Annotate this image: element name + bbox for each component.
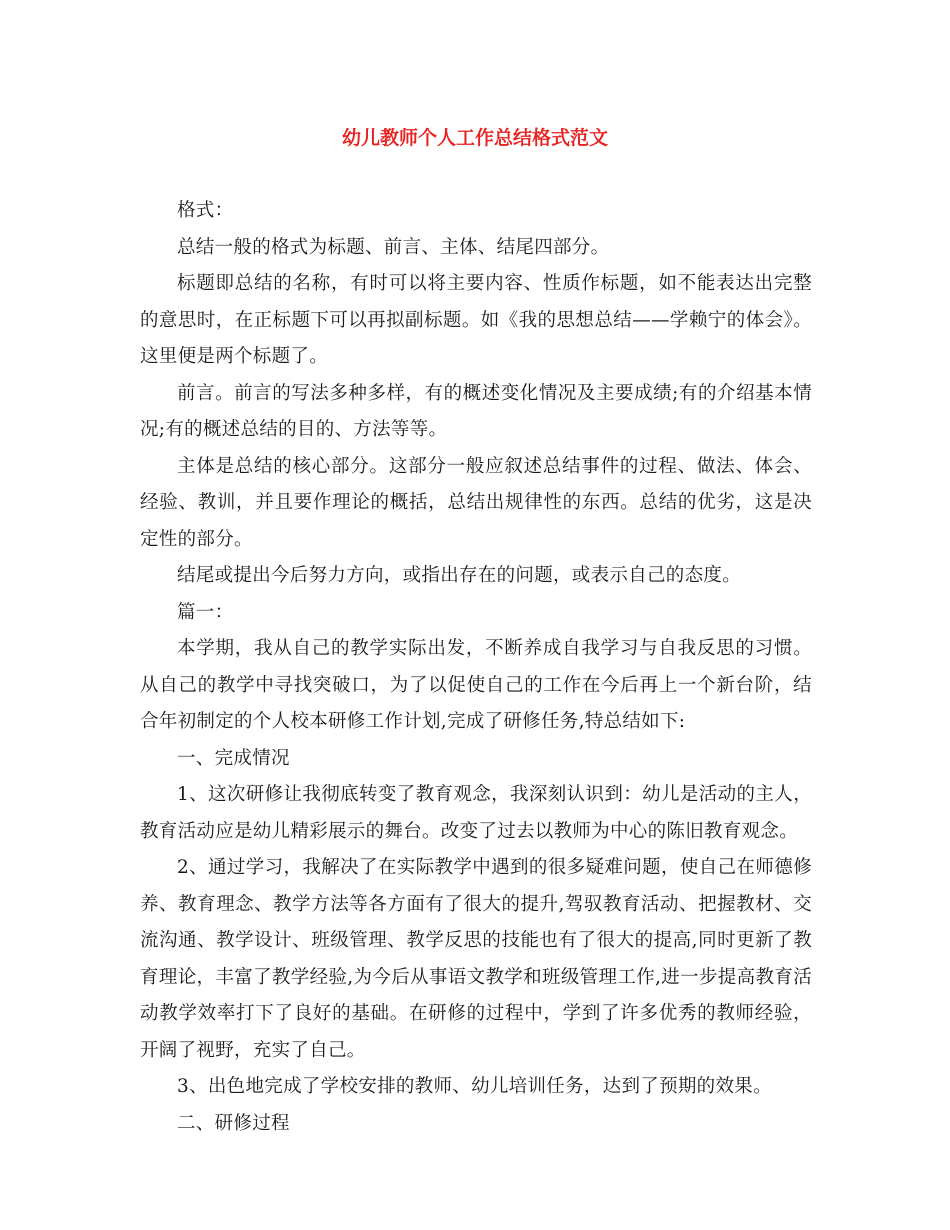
- paragraph-format-label: 格式：: [177, 200, 234, 221]
- document-body: [140, 193, 812, 1142]
- paragraph-part-one-heading: 篇一：: [177, 601, 234, 623]
- paragraph-intro: 本学期，我从自己的教学实际出发，不断养成自我学习与自我反思的习惯。从自己的教学中寻找突破口，为了以促使自己的工作在今后再上一个新台阶，结合年初制定的个人校本研修工作计划,完成了研修任务,特总结如下:: [140, 638, 812, 732]
- paragraph-ending-section: 结尾或提出今后努力方向，或指出存在的问题，或表示自己的态度。: [177, 565, 742, 586]
- paragraph-format-overview: 总结一般的格式为标题、前言、主体、结尾四部分。: [177, 236, 610, 258]
- document-title: 幼儿教师个人工作总结格式范文: [341, 127, 608, 149]
- paragraph-main-section: 主体是总结的核心部分。这部分一般应叙述总结事件的过程、做法、体会、经验、教训，并且要作理论的概括，总结出规律性的东西。总结的优劣，这是决定性的部分。: [140, 455, 812, 550]
- list-item-3: 3、出色地完成了学校安排的教师、幼儿培训任务，达到了预期的效果。: [177, 1076, 772, 1097]
- list-item-1: 1、这次研修让我彻底转变了教育观念，我深刻认识到：幼儿是活动的主人，教育活动应是幼儿精彩展示的舞台。改变了过去以教师为中心的陈旧教育观念。: [140, 784, 812, 842]
- paragraph-preface-section: 前言。前言的写法多种多样，有的概述变化情况及主要成绩;有的介绍基本情况;有的概述总结的目的、方法等等。: [140, 382, 812, 440]
- list-item-2: 2、通过学习，我解决了在实际教学中遇到的很多疑难问题，使自己在师德修养、教育理念、教学方法等各方面有了很大的提升,驾驭教育活动、把握教材、交流沟通、教学设计、班级管理、教学反思的技能也有了很大的提高,同时更新了教育理论，丰富了教学经验,为今后从事语文教学和班级管理工作,进一步提高教育活动教学效率打下了良好的基础。在研修的过程中，学到了许多优秀的教师经验，开阔了视野，充实了自己。: [140, 857, 812, 1061]
- section-heading-process: 二、研修过程: [177, 1112, 290, 1134]
- section-heading-completion: 一、完成情况: [177, 747, 290, 769]
- paragraph-title-section: 标题即总结的名称，有时可以将主要内容、性质作标题，如不能表达出完整的意思时，在正标题下可以再拟副标题。如《我的思想总结——学赖宁的体会》。这里便是两个标题了。: [140, 273, 812, 367]
